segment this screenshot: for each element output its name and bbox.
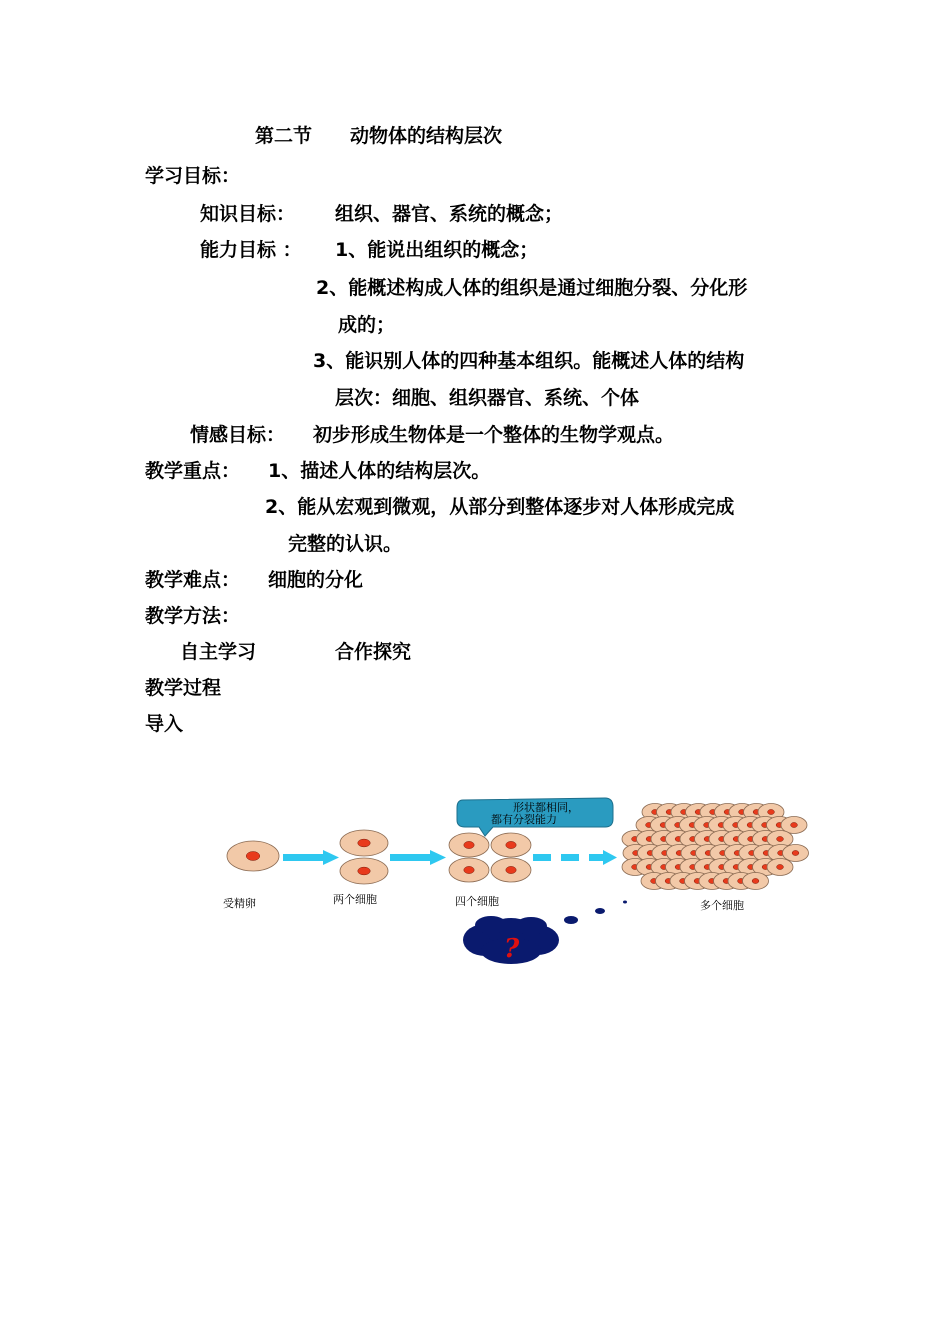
two-cells-top-nucleus xyxy=(358,839,370,847)
arrows-group xyxy=(283,850,617,865)
knowledge-objective-text: 组织、器官、系统的概念； xyxy=(335,203,564,225)
key-point-2-line-2: 完整的认识。 xyxy=(288,533,403,555)
cell-division-diagram xyxy=(215,790,815,970)
ability-item-2-line-1: 2、能概述构成人体的组织是通过细胞分裂、分化形 xyxy=(316,277,748,299)
method-cooperative: 合作探究 xyxy=(335,641,412,663)
arrow-3-dash-1 xyxy=(533,854,551,861)
label-four-cells: 四个细胞 xyxy=(455,895,499,908)
many-cells-cell-62 xyxy=(743,873,769,890)
method-self-study: 自主学习 xyxy=(180,641,257,663)
difficulty-text: 细胞的分化 xyxy=(268,569,364,591)
objectives-heading: 学习目标： xyxy=(145,165,241,187)
question-mark: ? xyxy=(504,934,520,964)
four-cells-top-left xyxy=(449,833,489,857)
arrow-2-shaft xyxy=(390,854,432,861)
emotion-objective-text: 初步形成生物体是一个整体的生物学观点。 xyxy=(313,424,675,446)
ability-objective-label: 能力目标 ： xyxy=(200,239,302,261)
ability-item-2-line-2: 成的； xyxy=(338,314,396,336)
arrow-1-shaft xyxy=(283,854,325,861)
ability-item-3-line-2: 层次：细胞、组织器官、系统、个体 xyxy=(335,387,640,409)
key-points-label: 教学重点： xyxy=(145,460,241,482)
many-cells-cell-20-nucleus xyxy=(791,822,798,827)
two-cells-bottom-nucleus xyxy=(358,867,370,875)
thought-dots xyxy=(564,901,627,925)
many-cells-cell-62-nucleus xyxy=(752,878,759,883)
arrow-1-head xyxy=(323,850,339,865)
ability-item-1: 1、能说出组织的概念； xyxy=(335,239,539,261)
difficulty-label: 教学难点： xyxy=(145,569,241,591)
methods-label: 教学方法： xyxy=(145,605,241,627)
bubble-line-1: 形状都相同， xyxy=(513,801,579,814)
two-cells-bottom xyxy=(340,858,388,884)
four-cells-bottom-right-nucleus xyxy=(506,866,516,873)
fertilized-egg-cell-nucleus xyxy=(246,852,260,861)
thought-dot-large xyxy=(564,916,578,924)
label-fertilized-egg: 受精卵 xyxy=(223,897,256,910)
fertilized-egg-cell xyxy=(227,841,279,871)
process-heading: 教学过程 xyxy=(145,677,222,699)
four-cells-bottom-left xyxy=(449,858,489,882)
many-cells-cell-43 xyxy=(783,845,809,862)
many-cells-cell-54-nucleus xyxy=(777,864,784,869)
many-cells-cell-54 xyxy=(767,859,793,876)
four-cells-top-right-nucleus xyxy=(506,841,516,848)
key-point-2-line-1: 2、能从宏观到微观，从部分到整体逐步对人体形成完成 xyxy=(265,496,735,518)
many-cells-cell-43-nucleus xyxy=(792,850,799,855)
knowledge-objective-label: 知识目标： xyxy=(200,203,296,225)
four-cells-top-right xyxy=(491,833,531,857)
four-cells-bottom-left-nucleus xyxy=(464,866,474,873)
key-point-1: 1、描述人体的结构层次。 xyxy=(268,460,491,482)
four-cells-bottom-right xyxy=(491,858,531,882)
many-cells-cell-31-nucleus xyxy=(777,836,784,841)
two-cells-top xyxy=(340,830,388,856)
arrow-2-head xyxy=(430,850,446,865)
many-cells-cell-9-nucleus xyxy=(768,809,775,814)
label-many-cells: 多个细胞 xyxy=(700,899,744,912)
label-two-cells: 两个细胞 xyxy=(333,893,377,906)
page-title: 第二节 动物体的结构层次 xyxy=(255,125,503,147)
intro-heading: 导入 xyxy=(145,713,184,735)
thought-dot-small xyxy=(623,901,627,904)
bubble-line-2: 都有分裂能力 xyxy=(491,813,557,826)
arrow-3-dash-2 xyxy=(561,854,579,861)
ability-item-3-line-1: 3、能识别人体的四种基本组织。能概述人体的结构 xyxy=(313,350,745,372)
emotion-objective-label: 情感目标： xyxy=(190,424,286,446)
four-cells-top-left-nucleus xyxy=(464,841,474,848)
arrow-3-head xyxy=(603,850,617,865)
thought-dot-medium xyxy=(595,908,605,914)
